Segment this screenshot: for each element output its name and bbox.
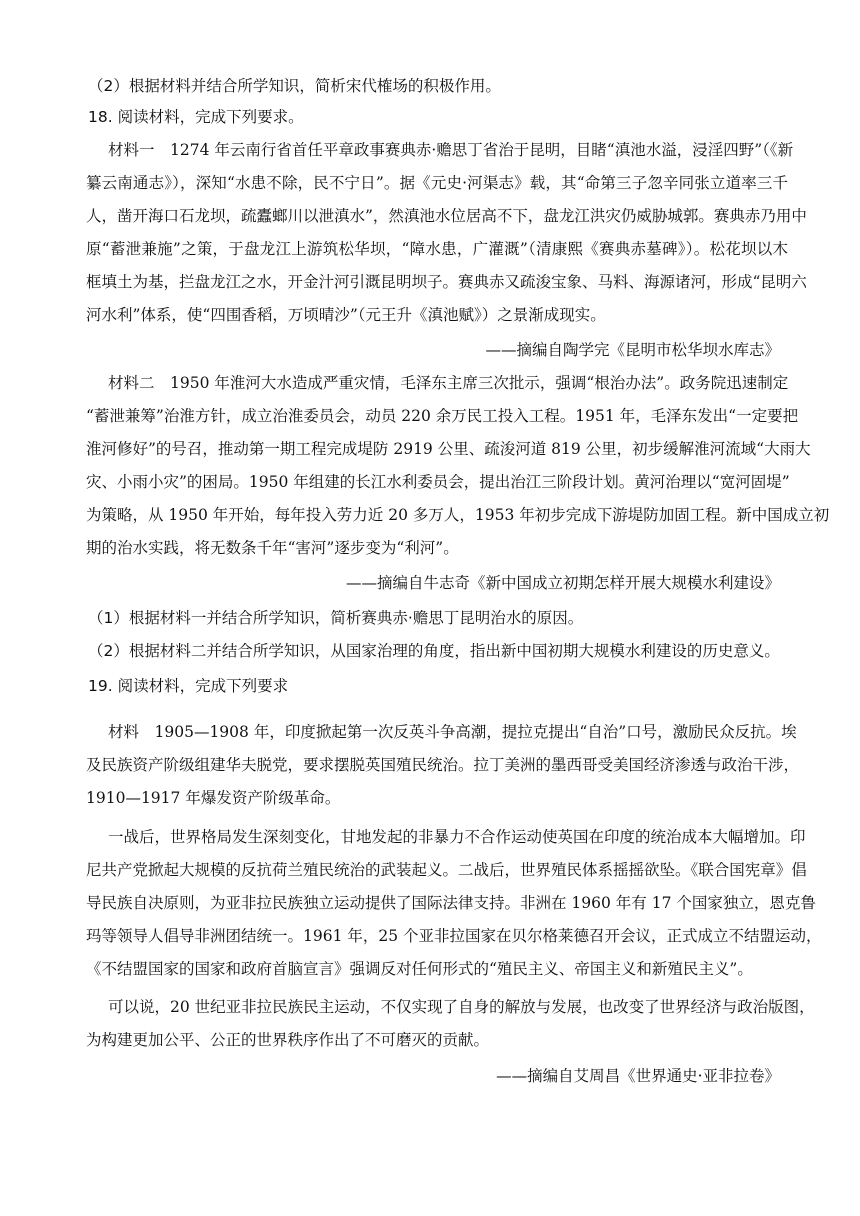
- material-line: 一战后，世界格局发生深刻变化，甘地发起的非暴力不合作运动使英国在印度的统治成本大幅增加。印: [108, 828, 806, 846]
- material-line: 1910—1917 年爆发资产阶级革命。: [86, 789, 341, 807]
- material-line: 材料 1905—1908 年，印度掀起第一次反英斗争高潮，提拉克提出“自治”口号，激励民众反抗。埃: [108, 723, 797, 741]
- question-18-heading: 18. 阅读材料，完成下列要求。: [88, 108, 304, 126]
- material-1-source: ——摘编自陶学完《昆明市松华坝水库志》: [485, 341, 780, 359]
- material-2-line: 灾、小雨小灾”的困局。1950 年组建的长江水利委员会，提出治江三阶段计划。黄河治理以“宽河固堤”: [86, 473, 790, 491]
- material-line: 尼共产党掀起大规模的反抗荷兰殖民统治的武装起义。二战后，世界殖民体系摇摇欲坠。《联合国宪章》倡: [86, 861, 807, 879]
- material-1-line: 框填土为基，拦盘龙江之水，开金汁河引溉昆明坝子。赛典赤又疏浚宝象、马料、海源诸河，形成“昆明六: [86, 273, 807, 291]
- material-line: 及民族资产阶级组建华夫脱党，要求摆脱英国殖民统治。拉丁美洲的墨西哥受美国经济渗透与政治干涉，: [86, 756, 800, 774]
- question-19-heading: 19. 阅读材料，完成下列要求: [88, 677, 289, 695]
- material-2-line: 为策略，从 1950 年开始，每年投入劳力近 20 多万人，1953 年初步完成下游堤防加固工程。新中国成立初: [86, 506, 830, 524]
- material-line: 《不结盟国家的国家和政府首脑宣言》强调反对任何形式的“殖民主义、帝国主义和新殖民主义”。: [86, 960, 753, 978]
- material-line: 为构建更加公平、公正的世界秩序作出了不可磨灭的贡献。: [86, 1031, 490, 1049]
- material-1-line: 河水利”体系，使“四围香稻，万顷晴沙”（元王升《滇池赋》）之景渐成现实。: [86, 306, 606, 324]
- material-2-source: ——摘编自牛志奇《新中国成立初期怎样开展大规模水利建设》: [345, 574, 780, 592]
- question-18-part-2: （2）根据材料二并结合所学知识，从国家治理的角度，指出新中国初期大规模水利建设的历史意义。: [88, 642, 780, 660]
- material-1-line: 纂云南通志》），深知“水患不除，民不宁日”。据《元史·河渠志》载，其“命第三子忽辛同张立道率三千: [86, 174, 788, 192]
- material-source: ——摘编自艾周昌《世界通史·亚非拉卷》: [496, 1067, 780, 1085]
- material-1-line: 材料一 1274 年云南行省首任平章政事赛典赤·赡思丁省治于昆明，目睹“滇池水溢，浸淫四野”（《新: [108, 141, 794, 159]
- question-17-part-2: （2）根据材料并结合所学知识，简析宋代榷场的积极作用。: [88, 77, 501, 95]
- material-2-line: 期的治水实践，将无数条千年“害河”逐步变为“利河”。: [86, 539, 459, 557]
- material-2-line: 材料二 1950 年淮河大水造成严重灾情，毛泽东主席三次批示，强调“根治办法”。政务院迅速制定: [108, 374, 789, 392]
- material-1-line: 人，凿开海口石龙坝，疏蠹螂川以泄滇水”，然滇池水位居高不下，盘龙江洪灾仍威胁城郭。赛典赤乃用中: [86, 207, 807, 225]
- material-2-line: “蓄泄兼筹”治淮方针，成立治淮委员会，动员 220 余万民工投入工程。1951 年，毛泽东发出“一定要把: [86, 407, 799, 425]
- material-line: 可以说，20 世纪亚非拉民族民主运动，不仅实现了自身的解放与发展，也改变了世界经济与政治版图，: [108, 998, 815, 1016]
- material-line: 导民族自决原则，为亚非拉民族独立运动提供了国际法律支持。非洲在 1960 年有 17 个国家独立，恩克鲁: [86, 894, 816, 912]
- material-1-line: 原“蓄泄兼施”之策，于盘龙江上游筑松华坝，“障水患，广灌溉”（清康熙《赛典赤墓碑》）。松花坝以木: [86, 240, 788, 258]
- question-18-part-1: （1）根据材料一并结合所学知识，简析赛典赤·赡思丁昆明治水的原因。: [88, 609, 584, 627]
- material-line: 玛等领导人倡导非洲团结统一。1961 年，25 个亚非拉国家在贝尔格莱德召开会议，正式成立不结盟运动，: [86, 927, 822, 945]
- material-2-line: 淮河修好”的号召，推动第一期工程完成堤防 2919 公里、疏浚河道 819 公里，初步缓解淮河流域“大雨大: [86, 440, 811, 458]
